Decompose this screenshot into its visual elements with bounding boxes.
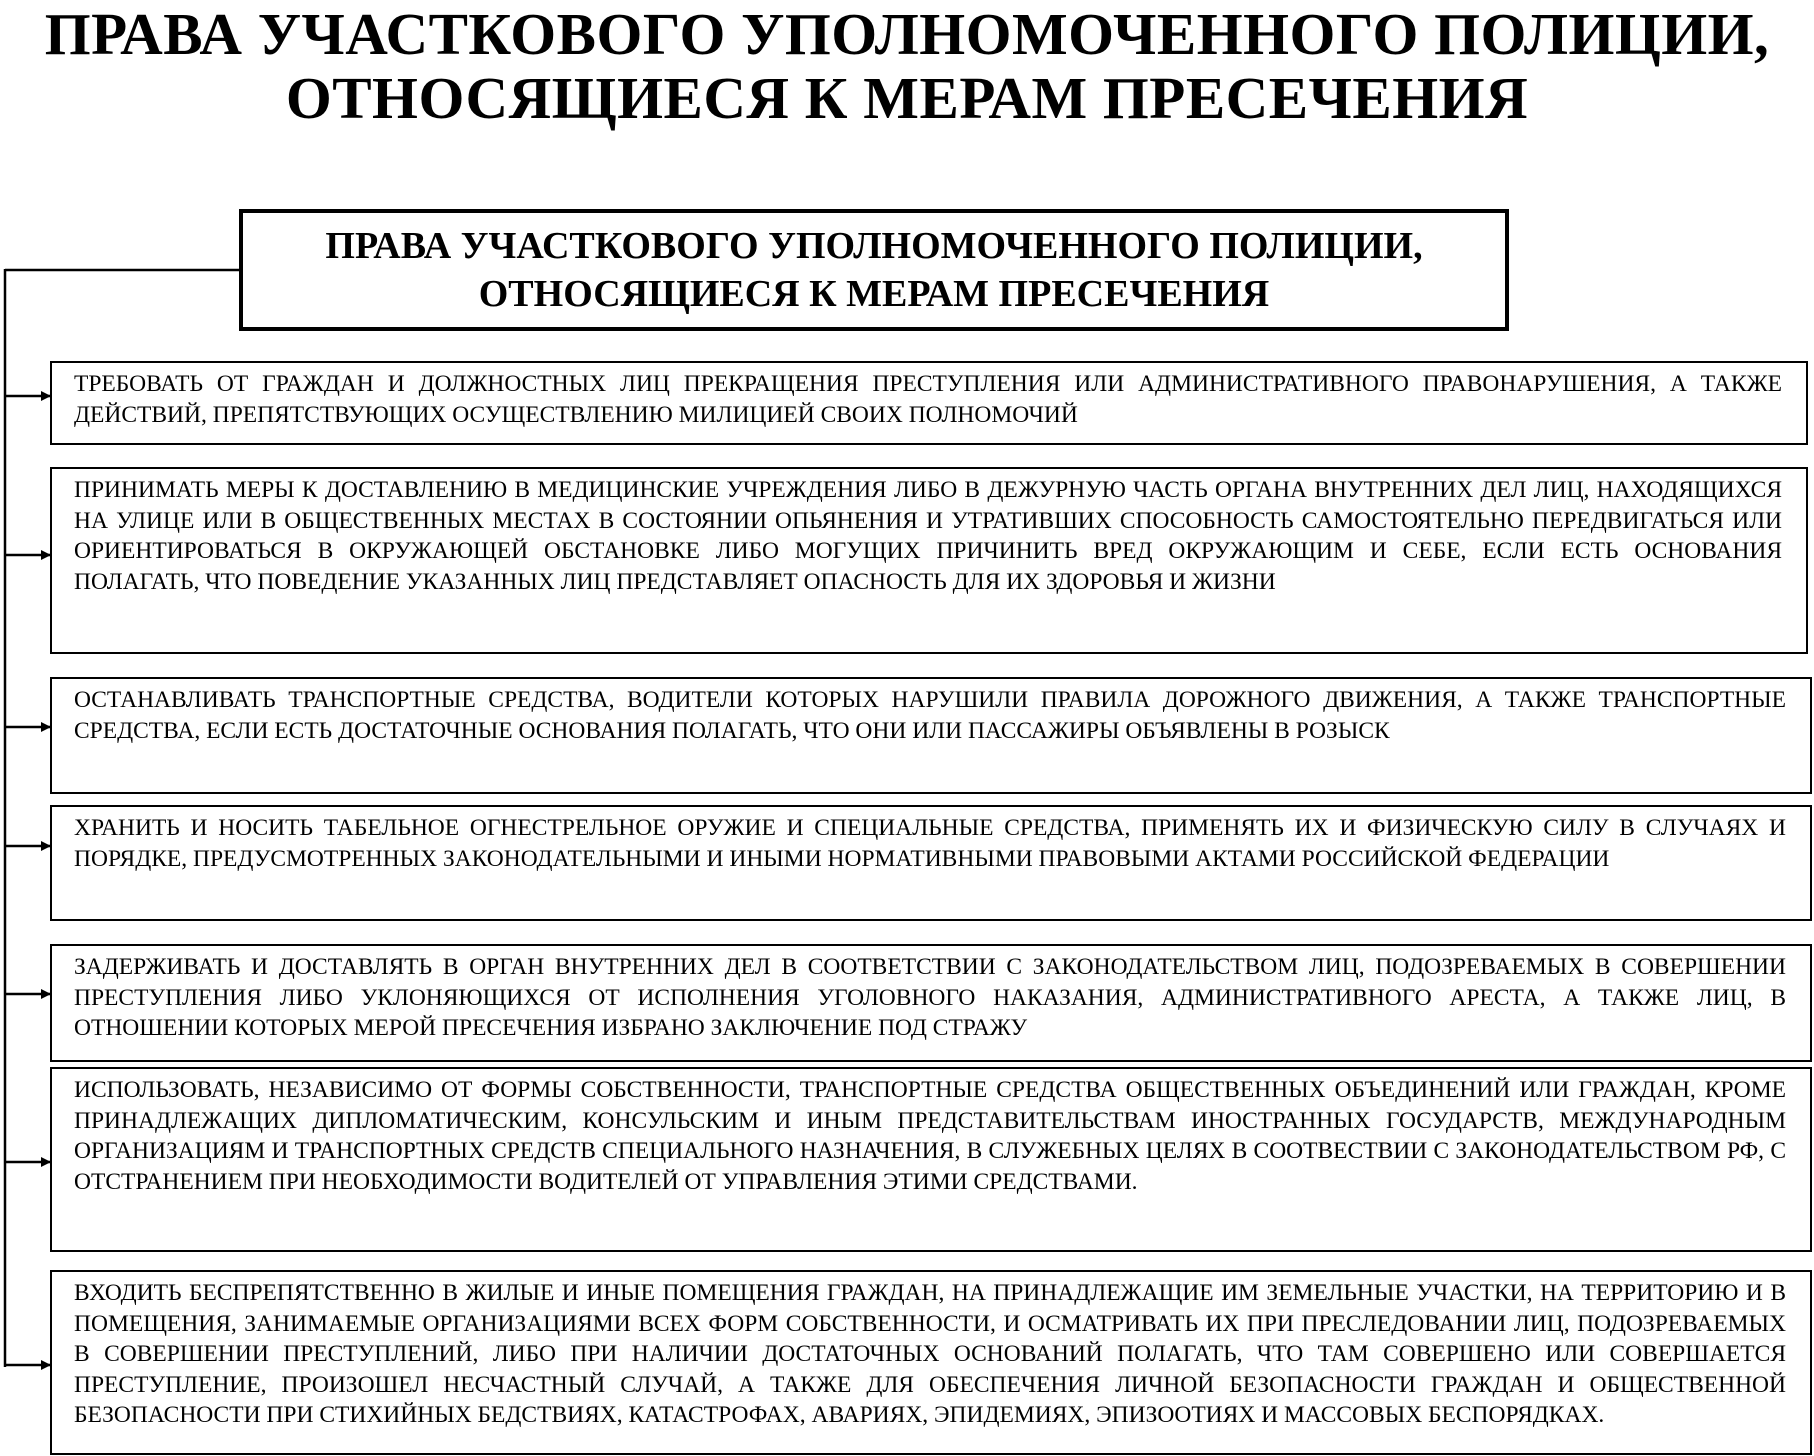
right-box-7 [50,1270,1812,1455]
right-text-7: ВХОДИТЬ БЕСПРЕПЯТСТВЕННО В ЖИЛЫЕ И ИНЫЕ ПОМЕЩЕНИЯ ГРАЖДАН, НА ПРИНАДЛЕЖАЩИЕ ИМ ЗЕМЕЛЬНЫЕ УЧАСТКИ, НА ТЕРРИТОРИЮ И В ПОМЕЩЕНИЯ, ЗАНИМАЕМЫЕ ОРГАНИЗАЦИЯМИ ВСЕХ ФОРМ СОБСТВЕННОСТИ, И ОСМАТРИВАТЬ ИХ ПРИ ПРЕСЛЕДОВАНИИ ЛИЦ, ПОДОЗРЕВАЕМЫХ В СОВЕРШЕНИИ ПРЕСТУПЛЕНИЙ, ЛИБО ПРИ НАЛИЧИИ ДОСТАТОЧНЫХ ОСНОВАНИЙ ПОЛАГАТЬ, ЧТО ТАМ СОВЕРШЕНО ИЛИ СОВЕРШАЕТСЯ ПРЕСТУПЛЕНИЕ, ПРОИЗОШЕЛ НЕСЧАСТНЫЙ СЛУЧАЙ, А ТАКЖЕ ДЛЯ ОБЕСПЕЧЕНИЯ ЛИЧНОЙ БЕЗОПАСНОСТИ ГРАЖДАН И ОБЩЕСТВЕННОЙ БЕЗОПАСНОСТИ ПРИ СТИХИЙНЫХ БЕДСТВИЯХ, КАТАСТРОФАХ, АВАРИЯХ, ЭПИДЕМИЯХ, ЭПИЗООТИЯХ И МАССОВЫХ БЕСПОРЯДКАХ. [74,1280,1786,1428]
right-box-3 [50,677,1812,794]
right-text-3: ОСТАНАВЛИВАТЬ ТРАНСПОРТНЫЕ СРЕДСТВА, ВОДИТЕЛИ КОТОРЫХ НАРУШИЛИ ПРАВИЛА ДОРОЖНОГО ДВИЖЕНИЯ, А ТАКЖЕ ТРАНСПОРТНЫЕ СРЕДСТВА, ЕСЛИ ЕСТЬ ДОСТАТОЧНЫЕ ОСНОВАНИЯ ПОЛАГАТЬ, ЧТО ОНИ ИЛИ ПАССАЖИРЫ ОБЪЯВЛЕНЫ В РОЗЫСК [74,687,1786,744]
page-title-line-1: ПРАВА УЧАСТКОВОГО УПОЛНОМОЧЕННОГО ПОЛИЦИИ, [44,1,1770,67]
right-box-6 [50,1067,1812,1252]
header-box-line-2: ОТНОСЯЩИЕСЯ К МЕРАМ ПРЕСЕЧЕНИЯ [478,273,1270,315]
right-text-6: ИСПОЛЬЗОВАТЬ, НЕЗАВИСИМО ОТ ФОРМЫ СОБСТВЕННОСТИ, ТРАНСПОРТНЫЕ СРЕДСТВА ОБЩЕСТВЕННЫХ ОБЪЕДИНЕНИЙ ИЛИ ГРАЖДАН, КРОМЕ ПРИНАДЛЕЖАЩИХ ДИПЛОМАТИЧЕСКИМ, КОНСУЛЬСКИМ И ИНЫМ ПРЕДСТАВИТЕЛЬСТВАМ ИНОСТРАННЫХ ГОСУДАРСТВ, МЕЖДУНАРОДНЫМ ОРГАНИЗАЦИЯМ И ТРАНСПОРТНЫХ СРЕДСТВ СПЕЦИАЛЬНОГО НАЗНАЧЕНИЯ, В СЛУЖЕБНЫХ ЦЕЛЯХ В СООТВЕСТВИИ С ЗАКОНОДАТЕЛЬСТВОМ РФ, С ОТСТРАНЕНИЕМ ПРИ НЕОБХОДИМОСТИ ВОДИТЕЛЕЙ ОТ УПРАВЛЕНИЯ ЭТИМИ СРЕДСТВАМИ. [74,1077,1786,1195]
right-text-2: ПРИНИМАТЬ МЕРЫ К ДОСТАВЛЕНИЮ В МЕДИЦИНСКИЕ УЧРЕЖДЕНИЯ ЛИБО В ДЕЖУРНУЮ ЧАСТЬ ОРГАНА ВНУТРЕННИХ ДЕЛ ЛИЦ, НАХОДЯЩИХСЯ НА УЛИЦЕ ИЛИ В ОБЩЕСТВЕННЫХ МЕСТАХ В СОСТОЯНИИ ОПЬЯНЕНИЯ И УТРАТИВШИХ СПОСОБНОСТЬ САМОСТОЯТЕЛЬНО ПЕРЕДВИГАТЬСЯ ИЛИ ОРИЕНТИРОВАТЬСЯ В ОКРУЖАЮЩЕЙ ОБСТАНОВКЕ ЛИБО МОГУЩИХ ПРИЧИНИТЬ ВРЕД ОКРУЖАЮЩИМ И СЕБЕ, ЕСЛИ ЕСТЬ ОСНОВАНИЯ ПОЛАГАТЬ, ЧТО ПОВЕДЕНИЕ УКАЗАННЫХ ЛИЦ ПРЕДСТАВЛЯЕТ ОПАСНОСТЬ ДЛЯ ИХ ЗДОРОВЬЯ И ЖИЗНИ [74,477,1782,595]
page-title-line-2: ОТНОСЯЩИЕСЯ К МЕРАМ ПРЕСЕЧЕНИЯ [285,65,1529,131]
right-box-5 [50,944,1812,1062]
header-box-line-1: ПРАВА УЧАСТКОВОГО УПОЛНОМОЧЕННОГО ПОЛИЦИИ, [325,225,1423,267]
right-text-4: ХРАНИТЬ И НОСИТЬ ТАБЕЛЬНОЕ ОГНЕСТРЕЛЬНОЕ ОРУЖИЕ И СПЕЦИАЛЬНЫЕ СРЕДСТВА, ПРИМЕНЯТЬ ИХ И ФИЗИЧЕСКУЮ СИЛУ В СЛУЧАЯХ И ПОРЯДКЕ, ПРЕДУСМОТРЕННЫХ ЗАКОНОДАТЕЛЬНЫМИ И ИНЫМИ НОРМАТИВНЫМИ ПРАВОВЫМИ АКТАМИ РОССИЙСКОЙ ФЕДЕРАЦИИ [74,815,1786,872]
right-box-4 [50,805,1812,921]
right-text-1: ТРЕБОВАТЬ ОТ ГРАЖДАН И ДОЛЖНОСТНЫХ ЛИЦ ПРЕКРАЩЕНИЯ ПРЕСТУПЛЕНИЯ ИЛИ АДМИНИСТРАТИВНОГО ПРАВОНАРУШЕНИЯ, А ТАКЖЕ ДЕЙСТВИЙ, ПРЕПЯТСТВУЮЩИХ ОСУЩЕСТВЛЕНИЮ МИЛИЦИЕЙ СВОИХ ПОЛНОМОЧИЙ [74,371,1782,428]
right-box-1 [50,361,1808,445]
right-box-2 [50,467,1808,654]
right-text-5: ЗАДЕРЖИВАТЬ И ДОСТАВЛЯТЬ В ОРГАН ВНУТРЕННИХ ДЕЛ В СООТВЕТСТВИИ С ЗАКОНОДАТЕЛЬСТВОМ ЛИЦ, ПОДОЗРЕВАЕМЫХ В СОВЕРШЕНИИ ПРЕСТУПЛЕНИЯ ЛИБО УКЛОНЯЮЩИХСЯ ОТ ИСПОЛНЕНИЯ УГОЛОВНОГО НАКАЗАНИЯ, АДМИНИСТРАТИВНОГО АРЕСТА, А ТАКЖЕ ЛИЦ, В ОТНОШЕНИИ КОТОРЫХ МЕРОЙ ПРЕСЕЧЕНИЯ ИЗБРАНО ЗАКЛЮЧЕНИЕ ПОД СТРАЖУ [74,954,1786,1041]
